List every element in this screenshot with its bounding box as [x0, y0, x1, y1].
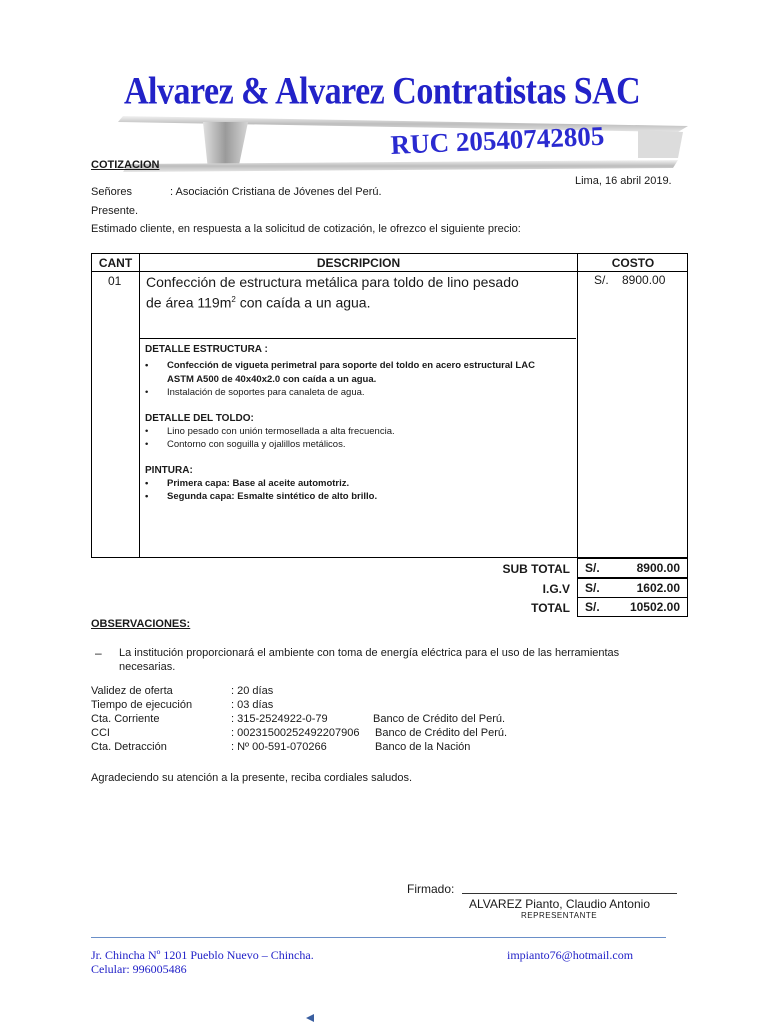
list-item: • Contorno con soguilla y ojalillos metálicos.: [145, 438, 573, 452]
item-quantity: 01: [108, 274, 122, 288]
total-label: TOTAL: [531, 601, 570, 615]
footer-phone: Celular: 996005486: [91, 962, 187, 976]
detail-bank: Banco de la Nación: [375, 741, 471, 753]
column-header-descripcion: DESCRIPCION: [316, 256, 401, 270]
document-date: Lima, 16 abril 2019.: [575, 175, 672, 187]
item-description-line2-rest: con caída a un agua.: [235, 294, 371, 311]
detail-value: : 00231500252492207906: [231, 727, 360, 739]
detail-value: : Nº 00-591-070266: [231, 741, 327, 753]
detail-label: Cta. Corriente: [91, 713, 160, 725]
igv-value: 1602.00: [636, 581, 680, 595]
detail-label: Tiempo de ejecución: [91, 699, 193, 711]
detail-bank: Banco de Crédito del Perú.: [373, 713, 506, 725]
signatory-name: ALVAREZ Pianto, Claudio Antonio: [469, 897, 650, 911]
intro-paragraph: Estimado cliente, en respuesta a la solicitud de cotización, le ofrezco el siguiente precio:: [91, 223, 521, 235]
recipient-label: Señores: [91, 186, 132, 198]
igv-symbol: S/.: [585, 581, 600, 595]
quotation-table: [91, 253, 688, 558]
subtotal-value: 8900.00: [636, 561, 680, 575]
detail-label: CCI: [91, 727, 110, 739]
footer-address: Jr. Chincha Nº 1201 Pueblo Nuevo – Chincha.: [91, 948, 314, 962]
signatory-role: REPRESENTANTE: [521, 911, 598, 920]
arrow-left-icon: [306, 1014, 314, 1022]
observacion-item: La institución proporcionará el ambiente con toma de energía eléctrica para el uso de las herramientas necesarias.: [119, 647, 620, 673]
company-name: Alvarez & Alvarez Contratistas SAC: [124, 70, 641, 113]
signature-label: Firmado:: [407, 882, 455, 896]
item-cost-value: 8900.00: [622, 273, 666, 287]
section-title-toldo: DETALLE DEL TOLDO:: [145, 412, 254, 424]
ruc-number: RUC 20540742805: [390, 120, 605, 160]
list-item: • Primera capa: Base al aceite automotriz.: [145, 477, 573, 491]
list-item: • Segunda capa: Esmalte sintético de alto brillo.: [145, 490, 573, 504]
pintura-list: [145, 477, 573, 504]
section-title-estructura: DETALLE ESTRUCTURA :: [145, 344, 268, 355]
signature-line: [462, 893, 677, 894]
toldo-list: [145, 425, 573, 452]
greeting-presente: Presente.: [91, 205, 139, 217]
item-description-superscript: 2: [231, 295, 236, 304]
total-box: [577, 597, 688, 617]
list-item: • Lino pesado con unión termosellada a alta frecuencia.: [145, 425, 573, 439]
igv-label: I.G.V: [542, 582, 570, 596]
igv-box: [577, 578, 688, 598]
estructura-list: [145, 359, 573, 400]
item-description: [146, 273, 571, 312]
total-value: 10502.00: [629, 600, 680, 614]
detail-sections: [145, 344, 573, 504]
item-cost-symbol: S/.: [594, 273, 609, 287]
item-description-line2: de área 119m: [146, 294, 232, 311]
footer-email[interactable]: impianto76@hotmail.com: [507, 948, 634, 962]
section-title-pintura: PINTURA:: [145, 464, 193, 476]
footer-divider: [91, 937, 666, 938]
list-item: • Instalación de soportes para canaleta de agua.: [145, 386, 573, 400]
detail-label: Cta. Detracción: [91, 741, 167, 753]
document-type-title: COTIZACION: [91, 159, 160, 171]
column-header-costo: COSTO: [611, 256, 655, 270]
subtotal-box: [577, 558, 688, 578]
closing-text: Agradeciendo su atención a la presente, reciba cordiales saludos.: [91, 772, 413, 784]
observaciones-title: OBSERVACIONES:: [91, 618, 191, 630]
detail-value: : 03 días: [231, 699, 274, 711]
detail-bank: Banco de Crédito del Perú.: [375, 727, 508, 739]
detail-value: : 20 días: [231, 685, 274, 697]
dash-bullet: –: [95, 646, 102, 660]
subtotal-label: SUB TOTAL: [502, 562, 570, 576]
column-header-cant: CANT: [98, 256, 133, 270]
subtotal-symbol: S/.: [585, 561, 600, 575]
detail-label: Validez de oferta: [91, 685, 173, 697]
list-item: • Confección de vigueta perimetral para soporte del toldo en acero estructural LAC ASTM A500 de 40x40x2.0 con caída a un agua.: [145, 359, 547, 386]
detail-value: : 315-2524922-0-79: [231, 713, 328, 725]
recipient-name: : Asociación Cristiana de Jóvenes del Perú.: [170, 186, 382, 198]
total-symbol: S/.: [585, 600, 600, 614]
item-description-line1: Confección de estructura metálica para toldo de lino pesado: [146, 274, 519, 290]
